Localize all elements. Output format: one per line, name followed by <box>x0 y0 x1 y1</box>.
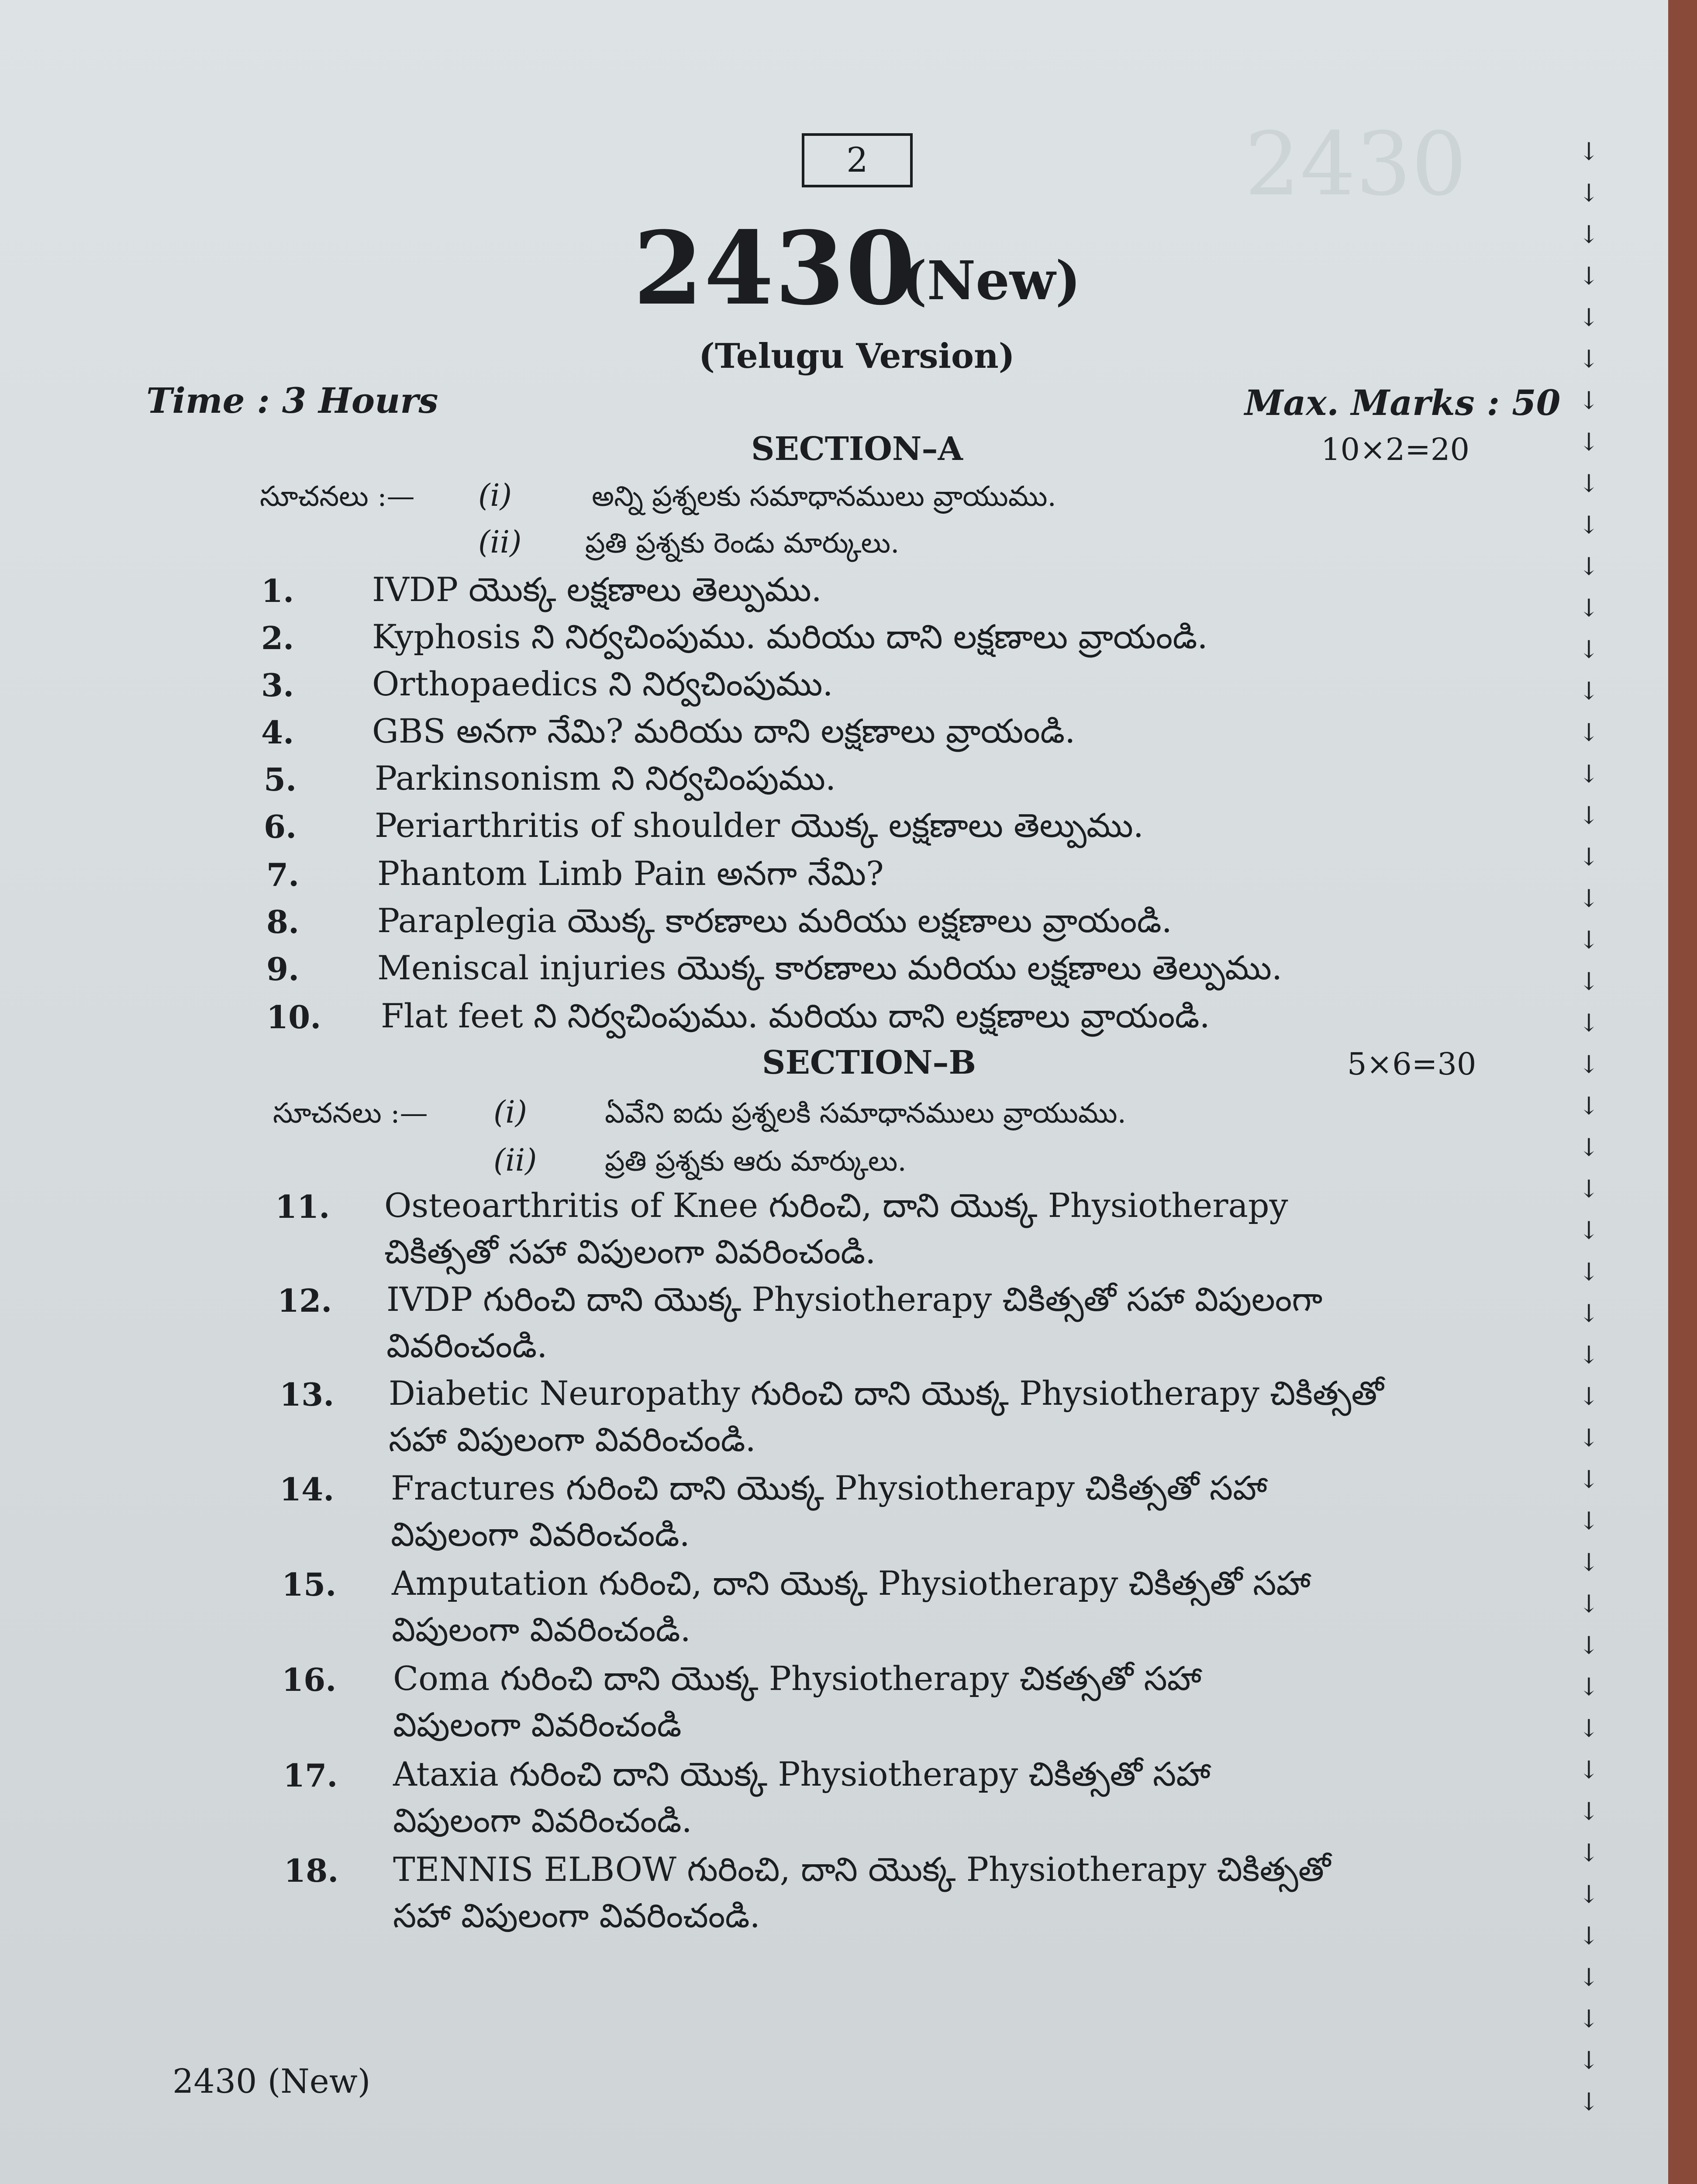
question-text-line: Amputation గురించి, దాని యొక్క Physiotherapy చికిత్సతో సహా <box>392 1564 1311 1603</box>
margin-arrow-icon: ↓ <box>1579 1507 1599 1535</box>
question-text-line: Ataxia గురించి దాని యొక్క Physiotherapy చికిత్సతో సహా <box>393 1755 1211 1794</box>
question-text: Flat feet ని నిర్వచింపుము. మరియు దాని లక్షణాలు వ్రాయండి. <box>381 996 1210 1035</box>
question-text-line: సహా విపులంగా వివరించండి. <box>393 1896 760 1935</box>
margin-arrow-icon: ↓ <box>1579 1631 1599 1660</box>
question-number: 7. <box>266 856 300 893</box>
section-b-instructions-label: సూచనలు :— <box>273 1097 428 1130</box>
question-text: Meniscal injuries యొక్క కారణాలు మరియు లక్షణాలు తెల్పుము. <box>377 948 1283 987</box>
margin-arrow-icon: ↓ <box>1579 968 1599 996</box>
question-number: 15. <box>282 1566 337 1603</box>
question-text-line: విపులంగా వివరించండి. <box>391 1515 690 1554</box>
margin-arrow-icon: ↓ <box>1579 636 1599 664</box>
question-number: 9. <box>266 950 300 988</box>
margin-arrow-icon: ↓ <box>1579 1382 1599 1411</box>
margin-arrow-icon: ↓ <box>1579 719 1599 747</box>
question-number: 14. <box>279 1471 335 1508</box>
question-number: 16. <box>282 1661 337 1698</box>
section-a-instruction-text: ప్రతి ప్రశ్నకు రెండు మార్కులు. <box>585 527 900 560</box>
question-text-line: వివరించండి. <box>386 1326 548 1365</box>
margin-arrow-icon: ↓ <box>1579 1424 1599 1452</box>
question-text-line: Diabetic Neuropathy గురించి దాని యొక్క Physiotherapy చికిత్సతో <box>389 1374 1384 1413</box>
section-a-instruction-num: (i) <box>478 477 512 513</box>
section-b-instruction-num: (i) <box>493 1094 528 1130</box>
question-text: Periarthritis of shoulder యొక్క లక్షణాలు తెల్పుము. <box>375 806 1144 845</box>
margin-cut-arrows <box>1579 131 1605 2123</box>
section-a-instruction-num: (ii) <box>478 524 522 560</box>
question-number: 8. <box>266 903 300 940</box>
question-text-line: TENNIS ELBOW గురించి, దాని యొక్క Physiotherapy చికిత్సతో <box>393 1850 1331 1889</box>
margin-arrow-icon: ↓ <box>1579 1465 1599 1494</box>
section-b-instruction-text: ఏవేని ఐదు ప్రశ్నలకి సమాధానములు వ్రాయుము. <box>605 1097 1126 1130</box>
question-text: Parkinsonism ని నిర్వచింపుము. <box>375 759 836 798</box>
question-text-line: Osteoarthritis of Knee గురించి, దాని యొక్క Physiotherapy <box>384 1186 1288 1225</box>
margin-arrow-icon: ↓ <box>1579 428 1599 456</box>
question-text-line: సహా విపులంగా వివరించండి. <box>389 1420 756 1459</box>
margin-arrow-icon: ↓ <box>1579 1133 1599 1162</box>
margin-arrow-icon: ↓ <box>1579 1673 1599 1701</box>
footer-paper-code: 2430 (New) <box>172 2062 371 2101</box>
margin-arrow-icon: ↓ <box>1579 1258 1599 1286</box>
margin-arrow-icon: ↓ <box>1579 1756 1599 1784</box>
margin-arrow-icon: ↓ <box>1579 262 1599 290</box>
margin-arrow-icon: ↓ <box>1579 2046 1599 2075</box>
page-edge <box>1668 0 1697 2184</box>
question-text: GBS అనగా నేమి? మరియు దాని లక్షణాలు వ్రాయండి. <box>372 712 1076 750</box>
question-number: 6. <box>264 808 297 845</box>
question-number: 2. <box>261 619 294 657</box>
question-text-line: Coma గురించి దాని యొక్క Physiotherapy చికత్సతో సహా <box>393 1659 1202 1698</box>
section-a-instruction-text: అన్ని ప్రశ్నలకు సమాధానములు వ్రాయుము. <box>592 480 1056 513</box>
paper-version: (Telugu Version) <box>699 336 1015 376</box>
margin-arrow-icon: ↓ <box>1579 179 1599 207</box>
section-b-instruction-num: (ii) <box>493 1142 537 1178</box>
margin-arrow-icon: ↓ <box>1579 885 1599 913</box>
margin-arrow-icon: ↓ <box>1579 553 1599 581</box>
question-text: Orthopaedics ని నిర్వచింపుము. <box>372 664 833 703</box>
question-text-line: విపులంగా వివరించండి. <box>392 1610 691 1649</box>
margin-arrow-icon: ↓ <box>1579 1051 1599 1079</box>
margin-arrow-icon: ↓ <box>1579 1341 1599 1369</box>
margin-arrow-icon: ↓ <box>1579 1590 1599 1618</box>
question-text-line: విపులంగా వివరించండి <box>393 1705 682 1744</box>
question-number: 5. <box>264 761 297 798</box>
question-text: Paraplegia యొక్క కారణాలు మరియు లక్షణాలు వ్రాయండి. <box>377 901 1172 940</box>
question-text-line: Fractures గురించి దాని యొక్క Physiotherapy చికిత్సతో సహా <box>391 1469 1267 1507</box>
show-through-text: 2430 <box>1245 114 1467 215</box>
margin-arrow-icon: ↓ <box>1579 2088 1599 2116</box>
margin-arrow-icon: ↓ <box>1579 387 1599 415</box>
section-b-title: SECTION–B <box>762 1044 976 1082</box>
margin-arrow-icon: ↓ <box>1579 221 1599 249</box>
page-number-box: 2 <box>802 133 913 187</box>
question-text-line: IVDP గురించి దాని యొక్క Physiotherapy చికిత్సతో సహా విపులంగా <box>386 1280 1323 1319</box>
margin-arrow-icon: ↓ <box>1579 1797 1599 1826</box>
question-number: 4. <box>261 714 294 751</box>
margin-arrow-icon: ↓ <box>1579 594 1599 622</box>
margin-arrow-icon: ↓ <box>1579 1299 1599 1328</box>
margin-arrow-icon: ↓ <box>1579 1714 1599 1743</box>
margin-arrow-icon: ↓ <box>1579 511 1599 539</box>
question-number: 1. <box>261 572 294 609</box>
max-marks: Max. Marks : 50 <box>1245 382 1561 423</box>
question-number: 13. <box>279 1376 335 1413</box>
question-number: 18. <box>284 1852 339 1889</box>
margin-arrow-icon: ↓ <box>1579 1175 1599 1203</box>
question-number: 11. <box>275 1188 330 1225</box>
question-text: IVDP యొక్క లక్షణాలు తెల్పుము. <box>372 570 822 609</box>
margin-arrow-icon: ↓ <box>1579 1963 1599 1992</box>
time-allowed: Time : 3 Hours <box>146 380 438 421</box>
question-number: 12. <box>277 1282 332 1319</box>
section-a-instructions-label: సూచనలు :— <box>260 480 415 513</box>
margin-arrow-icon: ↓ <box>1579 926 1599 954</box>
margin-arrow-icon: ↓ <box>1579 2005 1599 2033</box>
question-text: Kyphosis ని నిర్వచింపుము. మరియు దాని లక్షణాలు వ్రాయండి. <box>372 617 1208 656</box>
margin-arrow-icon: ↓ <box>1579 843 1599 871</box>
margin-arrow-icon: ↓ <box>1579 1548 1599 1577</box>
margin-arrow-icon: ↓ <box>1579 304 1599 332</box>
margin-arrow-icon: ↓ <box>1579 1009 1599 1037</box>
section-a-marks: 10×2=20 <box>1321 432 1469 467</box>
margin-arrow-icon: ↓ <box>1579 677 1599 705</box>
margin-arrow-icon: ↓ <box>1579 345 1599 373</box>
question-number: 3. <box>261 667 294 704</box>
margin-arrow-icon: ↓ <box>1579 760 1599 788</box>
paper-code-suffix: (New) <box>902 249 1081 312</box>
margin-arrow-icon: ↓ <box>1579 1092 1599 1120</box>
margin-arrow-icon: ↓ <box>1579 138 1599 166</box>
section-a-title: SECTION–A <box>751 430 963 468</box>
margin-arrow-icon: ↓ <box>1579 1216 1599 1245</box>
margin-arrow-icon: ↓ <box>1579 1880 1599 1909</box>
question-text: Phantom Limb Pain అనగా నేమి? <box>377 854 884 893</box>
section-b-marks: 5×6=30 <box>1347 1046 1476 1082</box>
section-b-instruction-text: ప్రతి ప్రశ్నకు ఆరు మార్కులు. <box>605 1145 907 1178</box>
margin-arrow-icon: ↓ <box>1579 470 1599 498</box>
margin-arrow-icon: ↓ <box>1579 802 1599 830</box>
paper-code: 2430 <box>633 210 917 328</box>
margin-arrow-icon: ↓ <box>1579 1839 1599 1867</box>
question-number: 10. <box>266 999 321 1036</box>
question-number: 17. <box>283 1757 338 1794</box>
margin-arrow-icon: ↓ <box>1579 1922 1599 1950</box>
question-text-line: చికిత్సతో సహా విపులంగా వివరించండి. <box>384 1232 876 1271</box>
question-text-line: విపులంగా వివరించండి. <box>393 1801 692 1840</box>
